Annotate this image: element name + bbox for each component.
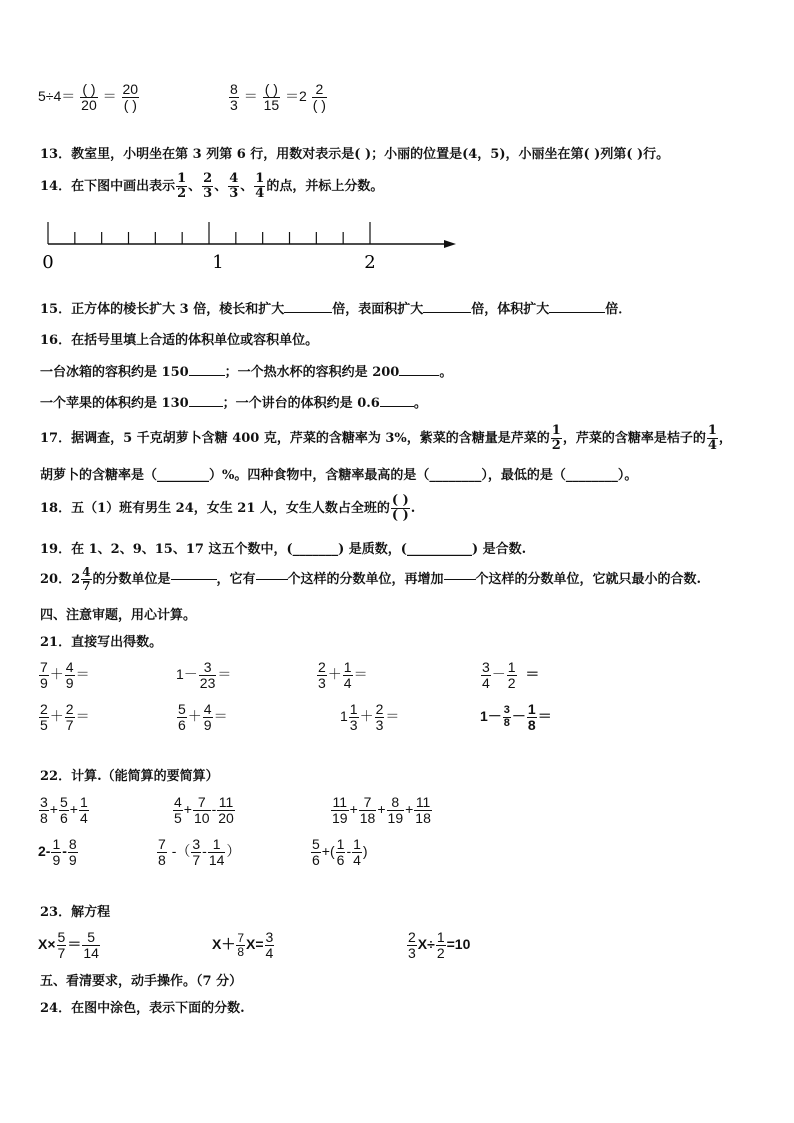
q21-expr-3: $\frac{2}{3}$ ＋ $\frac{1}{4}$ ＝ xyxy=(318,659,368,691)
q22-expr-3: $\frac{11}{19}$ + $\frac{7}{18}$ + $\frac{8}{19}$ + $\frac{11}{18}$ xyxy=(332,794,431,826)
q20-blank-1[interactable] xyxy=(171,579,217,580)
q21-expr-8: 1－ $\frac{3}{8}$ － $\frac{1}{8}$ ＝ xyxy=(480,701,552,733)
q12-equation-b: $\frac{8}{3}$ ＝ $\frac{( )}{15}$ ＝2 $\frac{2}{( )}$ xyxy=(230,81,326,113)
q23-equation-2: X＋ $\frac{7}{8}$ X= $\frac{3}{4}$ xyxy=(212,929,274,961)
number-line-label-1: 1 xyxy=(212,252,224,273)
q21-expr-7: 1 $\frac{1}{3}$ ＋ $\frac{2}{3}$ ＝ xyxy=(340,701,400,733)
q21-expr-2: 1－ $\frac{3}{23}$ ＝ xyxy=(176,659,232,691)
q24-text: 24．在图中涂色，表示下面的分数. xyxy=(40,1001,245,1016)
section-5-heading: 五、看清要求，动手操作。（7 分） xyxy=(40,974,243,989)
q19-text: 19．在 1、2、9、15、17 这五个数中，(_______) 是质数，(__________) 是合数. xyxy=(40,542,527,557)
q12-equation-a: 5÷4＝ $\frac{( )}{20}$ ＝ $\frac{20}{( )}$ xyxy=(38,81,139,113)
q16-blank-4[interactable] xyxy=(380,406,414,407)
q22-title: 22．计算.（能简算的要简算） xyxy=(40,769,219,784)
q16-blank-1[interactable] xyxy=(189,375,225,376)
section-4-heading: 四、注意审题，用心计算。 xyxy=(40,608,197,623)
q15-blank-1[interactable] xyxy=(284,312,332,313)
q23-title: 23．解方程 xyxy=(40,905,111,920)
q22-expr-2: $\frac{4}{5}$ + $\frac{7}{10}$ - $\frac{11}{20}$ xyxy=(174,794,234,826)
q15-blank-2[interactable] xyxy=(423,312,471,313)
q14-frac-2: $\frac{2}{3}$ xyxy=(203,171,213,201)
q22-expr-4: 2- $\frac{1}{9}$ - $\frac{8}{9}$ xyxy=(38,836,77,868)
q20-blank-3[interactable] xyxy=(444,579,476,580)
q21-title: 21．直接写出得数。 xyxy=(40,635,163,650)
q21-expr-4: $\frac{3}{4}$ － $\frac{1}{2}$ ＝ xyxy=(482,659,540,691)
q22-expr-6: $\frac{5}{6}$ +( $\frac{1}{6}$ - $\frac{1}{4}$ ) xyxy=(312,836,368,868)
q16-line-2: 一个苹果的体积约是 130 ；一个讲台的体积约是 0.6 。 xyxy=(40,396,427,411)
q17-line-2: 胡萝卜的含糖率是（________）%。四种食物中，含糖率最高的是（________），最低的是（________）。 xyxy=(40,468,638,483)
q21-expr-5: $\frac{2}{5}$ ＋ $\frac{2}{7}$ ＝ xyxy=(40,701,90,733)
number-line-label-2: 2 xyxy=(364,252,376,273)
q22-expr-5: $\frac{7}{8}$ -（ $\frac{3}{7}$ - $\frac{1}{14}$ ） xyxy=(158,836,241,868)
q14-text: 14．在下图中画出表示 $\frac{1}{2}$ 、 $\frac{2}{3}$ 、 $\frac{4}{3}$ 、 $\frac{1}{4}$ 的点，并标上分数。 xyxy=(40,171,384,201)
q23-equation-3: $\frac{2}{3}$ X÷ $\frac{1}{2}$ =10 xyxy=(408,929,471,961)
q20-blank-2[interactable] xyxy=(256,579,288,580)
q17-line-1: 17．据调查，5 千克胡萝卜含糖 400 克，芹菜的含糖率为 3%，紫菜的含糖量是芹菜的 $\frac{1}{2}$ ，芹菜的含糖率是桔子的 $\frac{1}{4}$ ， xyxy=(40,423,732,453)
q14-frac-3: $\frac{4}{3}$ xyxy=(229,171,239,201)
q22-expr-1: $\frac{3}{8}$ + $\frac{5}{6}$ + $\frac{1}{4}$ xyxy=(40,794,88,826)
q14-frac-1: $\frac{1}{2}$ xyxy=(177,171,187,201)
q15-blank-3[interactable] xyxy=(549,312,605,313)
q15-text: 15．正方体的棱长扩大 3 倍，棱长和扩大 倍，表面积扩大 倍，体积扩大 倍． xyxy=(40,302,632,317)
q16-line-1: 一台冰箱的容积约是 150 ；一个热水杯的容积约是 200 。 xyxy=(40,365,453,380)
number-line-label-0: 0 xyxy=(42,252,54,273)
q13-text: 13．教室里，小明坐在第 3 列第 6 行，用数对表示是( )；小丽的位置是(4，5)，小丽坐在第( )列第( )行。 xyxy=(40,147,670,162)
q20-text: 20．2 $\frac{4}{7}$ 的分数单位是 ，它有 个这样的分数单位，再增加 个这样的分数单位，它就只最小的合数. xyxy=(40,565,702,593)
number-line xyxy=(40,218,470,274)
q21-expr-1: $\frac{7}{9}$ ＋ $\frac{4}{9}$ ＝ xyxy=(40,659,90,691)
q16-blank-3[interactable] xyxy=(189,406,223,407)
q18-text: 18．五（1）班有男生 24，女生 21 人，女生人数占全班的 $\frac{( )}{( )}$ . xyxy=(40,493,416,523)
q23-equation-1: X× $\frac{5}{7}$ ＝ $\frac{5}{14}$ xyxy=(38,929,99,961)
q14-frac-4: $\frac{1}{4}$ xyxy=(255,171,265,201)
q21-expr-6: $\frac{5}{6}$ ＋ $\frac{4}{9}$ ＝ xyxy=(178,701,228,733)
q16-blank-2[interactable] xyxy=(399,375,439,376)
q16-title: 16．在括号里填上合适的体积单位或容积单位。 xyxy=(40,333,319,348)
